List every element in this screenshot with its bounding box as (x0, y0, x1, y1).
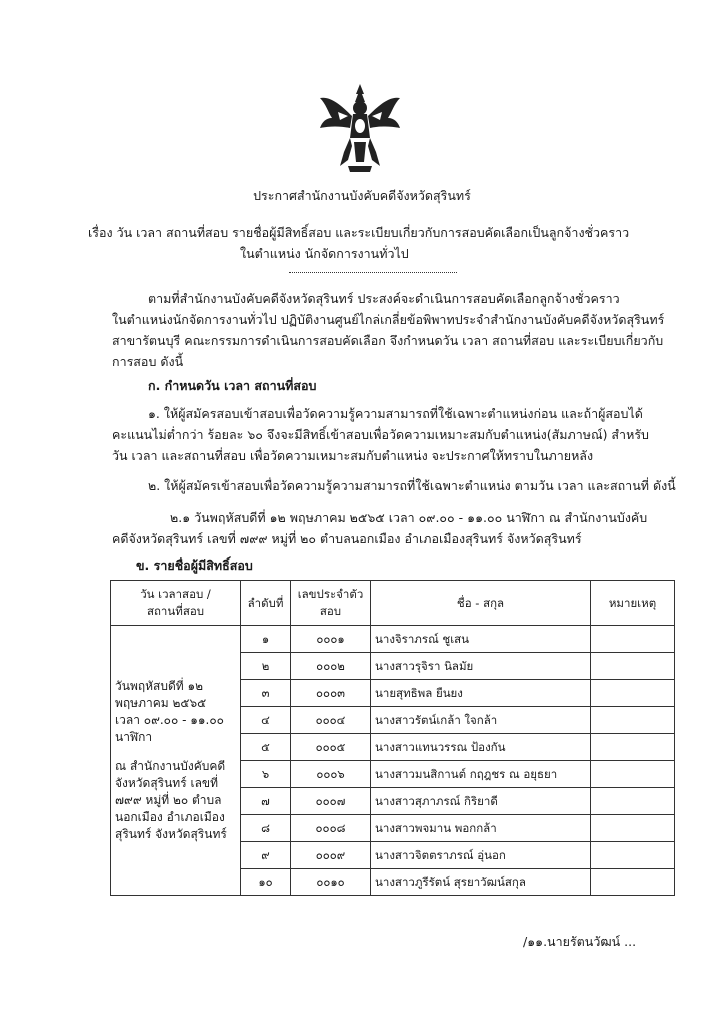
name-cell: นางสาวแทนวรรณ ป้องกัน (371, 734, 591, 761)
remark-cell (591, 734, 675, 761)
section-b-heading: ข. รายชื่อผู้มีสิทธิ์สอบ (136, 558, 253, 573)
order-cell: ๙ (241, 842, 291, 869)
order-cell: ๑ (241, 626, 291, 653)
table-header-row (111, 581, 675, 626)
place-line: ๗๙๙ หมู่ที่ ๒๐ ตำบล (115, 793, 222, 807)
remark-cell (591, 761, 675, 788)
exam-no-cell: ๐๐๐๗ (291, 788, 371, 815)
subject-line-2: ในตำแหน่ง นักจัดการงานทั่วไป (240, 246, 409, 261)
remark-cell (591, 788, 675, 815)
order-cell: ๑๐ (241, 869, 291, 896)
table-row (111, 626, 675, 653)
order-cell: ๖ (241, 761, 291, 788)
order-cell: ๒ (241, 653, 291, 680)
remark-cell (591, 626, 675, 653)
intro-line-3: สาขารัตนบุรี คณะกรรมการดำเนินการสอบคัดเลือก จึงกำหนดวัน เวลา สถานที่สอบ และระเบียบเกี่ยวกับ (112, 333, 664, 348)
issuer-title: ประกาศสำนักงานบังคับคดีจังหวัดสุรินทร์ (253, 188, 471, 203)
time-line: นาฬิกา (115, 730, 153, 744)
exam-no-cell: ๐๐๐๑ (291, 626, 371, 653)
place-line: นอกเมือง อำเภอเมือง (115, 810, 225, 824)
exam-no-cell: ๐๐๐๕ (291, 734, 371, 761)
remark-cell (591, 707, 675, 734)
remark-cell (591, 842, 675, 869)
column-header-name: ชื่อ - สกุล (371, 581, 591, 626)
exam-no-cell: ๐๐๐๖ (291, 761, 371, 788)
subject-line-1: เรื่อง วัน เวลา สถานที่สอบ รายชื่อผู้มีสิทธิ์สอบ และระเบียบเกี่ยวกับการสอบคัดเลือกเป็นลูกจ้างชั่วคราว (88, 225, 630, 240)
exam-date-place-cell (111, 626, 241, 896)
item-2-1-line-1: ๒.๑ วันพฤหัสบดีที่ ๑๒ พฤษภาคม ๒๕๖๕ เวลา ๐๙.๐๐ - ๑๑.๐๐ นาฬิกา ณ สำนักงานบังคับ (170, 510, 648, 525)
order-cell: ๕ (241, 734, 291, 761)
name-cell: นางสาวสุภาภรณ์ กิริยาดี (371, 788, 591, 815)
name-cell: นางสาวมนสิกานต์ กฤฎชร ณ อยุธยา (371, 761, 591, 788)
remark-cell (591, 869, 675, 896)
column-header-exam-no: เลขประจำตัว สอบ (291, 581, 371, 626)
eligible-candidates-table (110, 580, 675, 896)
continuation-note: /๑๑.นายรัตนวัฒน์ ... (523, 934, 637, 949)
separator-dotted-line (289, 272, 457, 273)
intro-line-1: ตามที่สำนักงานบังคับคดีจังหวัดสุรินทร์ ประสงค์จะดำเนินการสอบคัดเลือกลูกจ้างชั่วคราว (148, 291, 620, 306)
order-cell: ๘ (241, 815, 291, 842)
exam-no-cell: ๐๐๑๐ (291, 869, 371, 896)
column-header-date: วัน เวลาสอบ / สถานที่สอบ (111, 581, 241, 626)
intro-line-4: การสอบ ดังนี้ (112, 354, 184, 369)
item-1-line-3: วัน เวลา และสถานที่สอบ เพื่อวัดความเหมาะสมกับตำแหน่ง จะประกาศให้ทราบในภายหลัง (112, 448, 594, 463)
place-line: ณ สำนักงานบังคับคดี (115, 759, 226, 773)
column-header-order: ลำดับที่ (241, 581, 291, 626)
date-line: พฤษภาคม ๒๕๖๕ (115, 696, 207, 710)
order-cell: ๔ (241, 707, 291, 734)
name-cell: นางสาวรัตน์เกล้า ใจกล้า (371, 707, 591, 734)
name-cell: นายสุทธิพล ยืนยง (371, 680, 591, 707)
name-cell: นางสาวพจมาน พอกกล้า (371, 815, 591, 842)
name-cell: นางสาวรุจิรา นิลมัย (371, 653, 591, 680)
time-line: เวลา ๐๙.๐๐ - ๑๑.๐๐ (115, 713, 224, 727)
garuda-emblem-icon (318, 82, 402, 178)
item-1-line-1: ๑. ให้ผู้สมัครสอบเข้าสอบเพื่อวัดความรู้ความสามารถที่ใช้เฉพาะตำแหน่งก่อน และถ้าผู้สอบได้ (148, 406, 643, 421)
name-cell: นางสาวจิตตราภรณ์ อุ่นอก (371, 842, 591, 869)
exam-no-cell: ๐๐๐๒ (291, 653, 371, 680)
order-cell: ๗ (241, 788, 291, 815)
exam-no-cell: ๐๐๐๘ (291, 815, 371, 842)
place-line: จังหวัดสุรินทร์ เลขที่ (115, 776, 219, 790)
place-line: สุรินทร์ จังหวัดสุรินทร์ (115, 827, 227, 841)
remark-cell (591, 680, 675, 707)
date-line: วันพฤหัสบดีที่ ๑๒ (115, 679, 204, 693)
column-header-remark: หมายเหตุ (591, 581, 675, 626)
item-2-line-1: ๒. ให้ผู้สมัครเข้าสอบเพื่อวัดความรู้ความสามารถที่ใช้เฉพาะตำแหน่ง ตามวัน เวลา และสถานที่ ดังนี้ (148, 478, 676, 493)
exam-no-cell: ๐๐๐๓ (291, 680, 371, 707)
name-cell: นางสาวภูรีรัตน์ สุรยาวัฒน์สกุล (371, 869, 591, 896)
remark-cell (591, 815, 675, 842)
order-cell: ๓ (241, 680, 291, 707)
name-cell: นางจิราภรณ์ ชูเสน (371, 626, 591, 653)
exam-no-cell: ๐๐๐๙ (291, 842, 371, 869)
item-2-1-line-2: คดีจังหวัดสุรินทร์ เลขที่ ๗๙๙ หมู่ที่ ๒๐ ตำบลนอกเมือง อำเภอเมืองสุรินทร์ จังหวัดสุรินทร์ (112, 531, 582, 546)
section-a-heading: ก. กำหนดวัน เวลา สถานที่สอบ (148, 378, 317, 393)
intro-line-2: ในตำแหน่งนักจัดการงานทั่วไป ปฏิบัติงานศูนย์ไกล่เกลี่ยข้อพิพาทประจำสำนักงานบังคับคดีจังหวัดสุรินทร์ (112, 312, 665, 327)
item-1-line-2: คะแนนไม่ต่ำกว่า ร้อยละ ๖๐ จึงจะมีสิทธิ์เข้าสอบเพื่อวัดความเหมาะสมกับตำแหน่ง(สัมภาษณ์) สำหรับ (112, 427, 649, 442)
remark-cell (591, 653, 675, 680)
exam-no-cell: ๐๐๐๔ (291, 707, 371, 734)
